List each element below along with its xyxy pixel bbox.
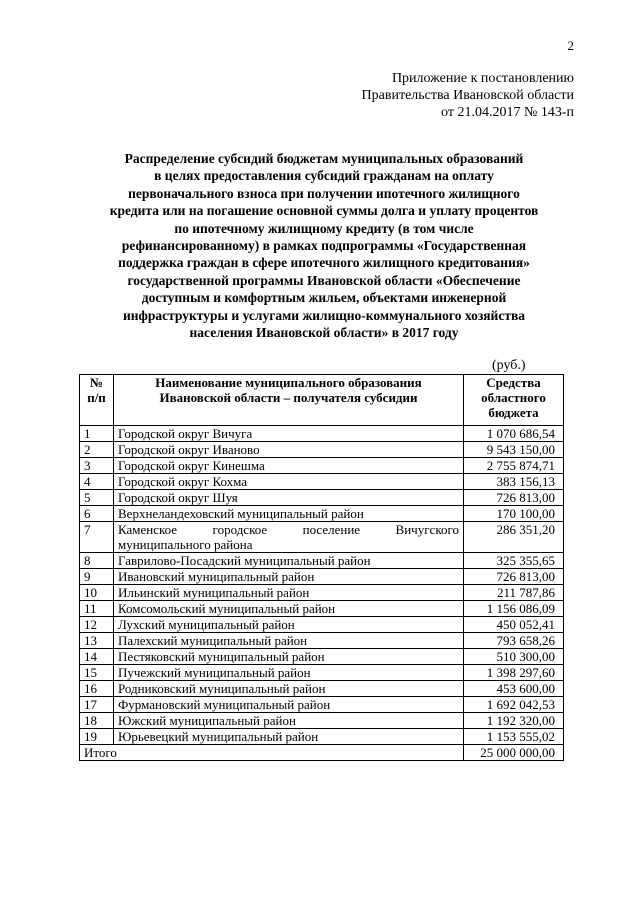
row-amount: 450 052,41 <box>464 617 564 633</box>
row-municipality: Юрьевецкий муниципальный район <box>114 729 464 745</box>
table-row <box>80 458 564 474</box>
appendix-line: Приложение к постановлению <box>391 71 574 86</box>
row-number: 13 <box>80 633 114 649</box>
row-amount: 383 156,13 <box>464 474 564 490</box>
row-amount: 1 153 555,02 <box>464 729 564 745</box>
row-amount: 286 351,20 <box>464 522 564 553</box>
row-number: 6 <box>80 506 114 522</box>
table-row <box>80 617 564 633</box>
row-amount: 510 300,00 <box>464 649 564 665</box>
page-number: 2 <box>567 38 574 53</box>
row-amount: 1 070 686,54 <box>464 426 564 442</box>
row-municipality: Гаврилово-Посадский муниципальный район <box>114 553 464 569</box>
row-municipality: Городской округ Иваново <box>114 442 464 458</box>
title-line: Распределение субсидий бюджетам муниципальных образований <box>124 151 524 166</box>
row-number: 18 <box>80 713 114 729</box>
row-number: 5 <box>80 490 114 506</box>
row-amount: 211 787,86 <box>464 585 564 601</box>
row-number: 14 <box>80 649 114 665</box>
table-row <box>80 681 564 697</box>
row-amount: 793 658,26 <box>464 633 564 649</box>
row-amount: 726 813,00 <box>464 569 564 585</box>
row-number: 16 <box>80 681 114 697</box>
table-row <box>80 569 564 585</box>
table-row <box>80 474 564 490</box>
row-amount: 170 100,00 <box>464 506 564 522</box>
row-municipality: Городской округ Вичуга <box>114 426 464 442</box>
table-row <box>80 585 564 601</box>
header-name-line: Ивановской области – получателя субсидии <box>159 390 418 405</box>
row-municipality: Лухский муниципальный район <box>114 617 464 633</box>
row-amount: 726 813,00 <box>464 490 564 506</box>
total-row <box>80 745 564 761</box>
title-line: доступным и комфортным жильем, объектами инженерной <box>141 290 507 306</box>
row-number: 17 <box>80 697 114 713</box>
row-municipality: Южский муниципальный район <box>114 713 464 729</box>
row-municipality: Родниковский муниципальный район <box>114 681 464 697</box>
header-value-line: областного <box>481 390 546 405</box>
row-number: 8 <box>80 553 114 569</box>
row-number: 3 <box>80 458 114 474</box>
title-line: первоначального взноса при получении ипотечного жилищного <box>128 185 520 201</box>
row-municipality: Городской округ Кохма <box>114 474 464 490</box>
table-row <box>80 522 564 553</box>
table-row <box>80 633 564 649</box>
row-amount: 1 398 297,60 <box>464 665 564 681</box>
header-value-line: бюджета <box>488 405 539 420</box>
row-municipality <box>114 522 464 553</box>
row-number: 1 <box>80 426 114 442</box>
header-name-line: Наименование муниципального образования <box>155 375 422 390</box>
row-number: 7 <box>80 522 114 553</box>
table-row <box>80 601 564 617</box>
row-number: 15 <box>80 665 114 681</box>
table-row <box>80 665 564 681</box>
table-row <box>80 490 564 506</box>
row-municipality-line: муниципального района <box>118 537 253 552</box>
row-municipality: Верхнеландеховский муниципальный район <box>114 506 464 522</box>
table-body <box>80 426 564 761</box>
row-municipality: Палехский муниципальный район <box>114 633 464 649</box>
row-number: 12 <box>80 617 114 633</box>
table-header-row <box>80 375 564 426</box>
table-row <box>80 553 564 569</box>
title-line: поддержка граждан в сфере ипотечного жилищного кредитования» <box>118 255 530 271</box>
table-row <box>80 729 564 745</box>
header-num-line: № <box>89 375 104 390</box>
table-row <box>80 713 564 729</box>
table-row <box>80 442 564 458</box>
row-municipality: Комсомольский муниципальный район <box>114 601 464 617</box>
title-line: кредита или на погашение основной суммы долга и уплату процентов <box>109 203 539 219</box>
row-number: 4 <box>80 474 114 490</box>
header-value <box>464 375 564 426</box>
table-row <box>80 426 564 442</box>
row-municipality: Пестяковский муниципальный район <box>114 649 464 665</box>
appendix-line: Правительства Ивановской области <box>361 88 574 103</box>
row-municipality-line: Каменское городское поселение Вичугского <box>118 522 459 537</box>
title-line: по ипотечному жилищному кредиту (в том числе <box>174 220 474 236</box>
title-line: государственной программы Ивановской области «Обеспечение <box>127 272 521 288</box>
row-amount: 2 755 874,71 <box>464 458 564 474</box>
row-number: 11 <box>80 601 114 617</box>
header-value-line: Средства <box>486 375 541 390</box>
row-municipality: Ивановский муниципальный район <box>114 569 464 585</box>
row-amount: 325 355,65 <box>464 553 564 569</box>
appendix-block <box>362 70 574 121</box>
row-number: 19 <box>80 729 114 745</box>
title-line: в целях предоставления субсидий гражданам на оплату <box>154 168 494 184</box>
row-amount: 1 156 086,09 <box>464 601 564 617</box>
unit-label: (руб.) <box>492 358 526 373</box>
header-num <box>80 375 114 426</box>
subsidy-table <box>79 374 564 761</box>
row-amount: 9 543 150,00 <box>464 442 564 458</box>
title-line: рефинансированному) в рамках подпрограммы «Государственная <box>121 238 527 254</box>
header-num-line: п/п <box>87 390 106 405</box>
total-label: Итого <box>80 745 464 761</box>
appendix-line: от 21.04.2017 № 143-п <box>441 105 574 120</box>
title-line: инфраструктуры и услугами жилищно-коммунального хозяйства <box>122 307 525 323</box>
row-municipality: Городской округ Кинешма <box>114 458 464 474</box>
document-title <box>80 150 568 341</box>
row-amount: 1 192 320,00 <box>464 713 564 729</box>
row-number: 10 <box>80 585 114 601</box>
table-row <box>80 506 564 522</box>
table-row <box>80 649 564 665</box>
row-amount: 1 692 042,53 <box>464 697 564 713</box>
row-municipality: Пучежский муниципальный район <box>114 665 464 681</box>
row-municipality: Ильинский муниципальный район <box>114 585 464 601</box>
row-number: 9 <box>80 569 114 585</box>
table-row <box>80 697 564 713</box>
header-name <box>114 375 464 426</box>
row-number: 2 <box>80 442 114 458</box>
row-amount: 453 600,00 <box>464 681 564 697</box>
row-municipality: Фурмановский муниципальный район <box>114 697 464 713</box>
title-line: населения Ивановской области» в 2017 году <box>189 325 459 341</box>
total-amount: 25 000 000,00 <box>464 745 564 761</box>
row-municipality: Городской округ Шуя <box>114 490 464 506</box>
